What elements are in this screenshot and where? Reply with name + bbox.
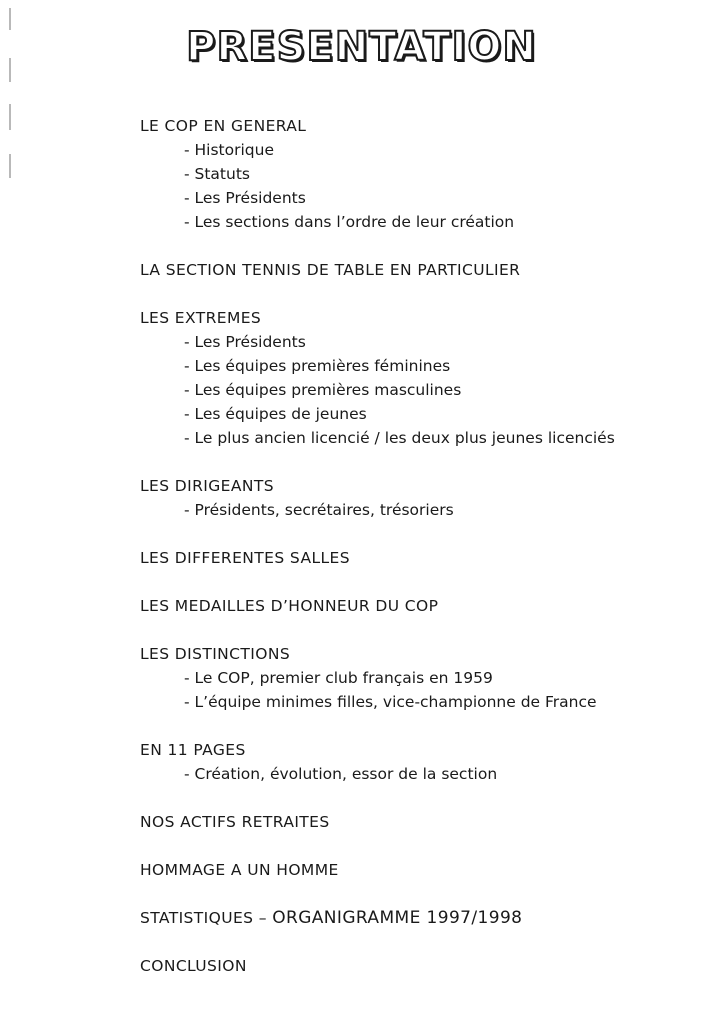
list-item: - Les équipes premières masculines: [184, 381, 462, 399]
section-cop-general: [140, 114, 700, 234]
table-of-contents: [140, 114, 700, 978]
section-statistiques: [140, 906, 700, 930]
section-11-pages: [140, 738, 700, 786]
section-heading: LES MEDAILLES D’HONNEUR DU COP: [140, 597, 439, 615]
section-heading: NOS ACTIFS RETRAITES: [140, 813, 330, 831]
list-item: - Les équipes premières féminines: [184, 357, 451, 375]
list-item: - Les sections dans l’ordre de leur création: [184, 213, 515, 231]
list-item: - Le COP, premier club français en 1959: [184, 669, 493, 687]
section-heading: HOMMAGE A UN HOMME: [140, 861, 339, 879]
list-item: - Présidents, secrétaires, trésoriers: [184, 501, 454, 519]
section-medailles: [140, 594, 700, 618]
list-item: - Le plus ancien licencié / les deux plus jeunes licenciés: [184, 429, 615, 447]
section-actifs-retraites: [140, 810, 700, 834]
section-dirigeants: [140, 474, 700, 522]
section-heading: CONCLUSION: [140, 957, 247, 975]
section-heading: LA SECTION TENNIS DE TABLE EN PARTICULIER: [140, 261, 521, 279]
list-item: - Création, évolution, essor de la section: [184, 765, 498, 783]
list-item: - Les Présidents: [184, 189, 306, 207]
heading-part-organigramme: ORGANIGRAMME 1997/1998: [272, 908, 523, 928]
section-heading: LES DISTINCTIONS: [140, 645, 291, 663]
page-title: PRESENTATION: [186, 24, 537, 70]
section-distinctions: [140, 642, 700, 714]
section-conclusion: [140, 954, 700, 978]
heading-part-statistiques: STATISTIQUES –: [140, 909, 273, 927]
section-tennis-de-table: [140, 258, 700, 282]
section-heading: LES DIFFERENTES SALLES: [140, 549, 350, 567]
section-salles: [140, 546, 700, 570]
section-heading: LE COP EN GENERAL: [140, 117, 307, 135]
section-heading: LES DIRIGEANTS: [140, 477, 274, 495]
list-item: - Historique: [184, 141, 274, 159]
list-item: - Statuts: [184, 165, 250, 183]
list-item: - L’équipe minimes filles, vice-championne de France: [184, 693, 597, 711]
section-hommage: [140, 858, 700, 882]
list-item: - Les Présidents: [184, 333, 306, 351]
list-item: - Les équipes de jeunes: [184, 405, 367, 423]
section-heading: EN 11 PAGES: [140, 741, 246, 759]
section-heading: [140, 906, 700, 930]
section-heading: LES EXTREMES: [140, 309, 262, 327]
section-extremes: [140, 306, 700, 450]
